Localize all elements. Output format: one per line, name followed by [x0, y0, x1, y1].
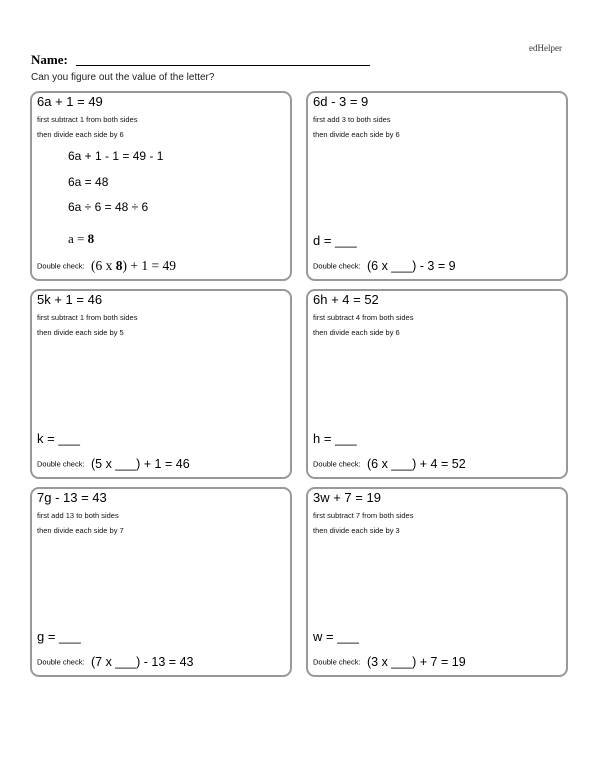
double-check-label: Double check: [313, 261, 361, 271]
answer-blank[interactable]: d = ___ [313, 233, 357, 248]
problem-equation: 3w + 7 = 19 [313, 490, 381, 505]
solution-answer [68, 231, 94, 247]
double-check-label: Double check: [313, 657, 361, 667]
problem-card-6 [306, 487, 568, 677]
problem-card-4 [306, 289, 568, 479]
name-row [31, 52, 371, 68]
double-check-expression[interactable]: (3 x ___) + 7 = 19 [366, 654, 466, 669]
double-check-label: Double check: [37, 459, 85, 469]
problem-equation: 6d - 3 = 9 [313, 94, 369, 109]
answer-blank[interactable]: g = ___ [37, 629, 81, 644]
problem-hint-2: then divide each side by 6 [313, 328, 400, 337]
problem-card-5 [30, 487, 292, 677]
answer-blank[interactable]: k = ___ [37, 431, 81, 446]
problem-hint-1: first subtract 1 from both sides [37, 115, 138, 124]
double-check-expression[interactable]: (6 x ___) - 3 = 9 [366, 258, 456, 273]
problem-hint-1: first add 13 to both sides [37, 511, 119, 520]
double-check [313, 653, 466, 671]
solution-step-2: 6a = 48 [68, 175, 109, 189]
double-check-expression[interactable]: (7 x ___) - 13 = 43 [90, 654, 194, 669]
double-check-label: Double check: [37, 657, 85, 667]
double-check [313, 455, 466, 473]
problem-equation: 5k + 1 = 46 [37, 292, 103, 307]
double-check [37, 257, 176, 275]
check-expression-start: (6 x [90, 257, 116, 273]
problem-hint-2: then divide each side by 6 [37, 130, 124, 139]
double-check [37, 653, 193, 671]
solution-step-1: 6a + 1 - 1 = 49 - 1 [68, 149, 164, 163]
double-check-label: Double check: [37, 261, 85, 271]
double-check-label: Double check: [313, 459, 361, 469]
problem-hint-2: then divide each side by 7 [37, 526, 124, 535]
double-check-expression[interactable]: (6 x ___) + 4 = 52 [366, 456, 466, 471]
problem-equation: 6a + 1 = 49 [37, 94, 103, 109]
instructions: Can you figure out the value of the letter? [31, 72, 215, 83]
problem-hint-1: first subtract 1 from both sides [37, 313, 138, 322]
check-value: 8 [115, 257, 123, 273]
double-check [313, 257, 456, 275]
brand-label: edHelper [529, 43, 562, 53]
problem-hint-2: then divide each side by 6 [313, 130, 400, 139]
problem-equation: 7g - 13 = 43 [37, 490, 107, 505]
problem-equation: 6h + 4 = 52 [313, 292, 379, 307]
problem-hint-2: then divide each side by 3 [313, 526, 400, 535]
problem-hint-2: then divide each side by 5 [37, 328, 124, 337]
name-field-line[interactable] [76, 65, 370, 66]
problem-card-1 [30, 91, 292, 281]
answer-blank[interactable]: w = ___ [313, 629, 359, 644]
double-check-expression [91, 258, 176, 273]
answer-variable: a = [68, 231, 88, 246]
name-label: Name: [31, 52, 68, 67]
solution-step-3: 6a ÷ 6 = 48 ÷ 6 [68, 200, 149, 214]
answer-value: 8 [87, 231, 95, 246]
answer-blank[interactable]: h = ___ [313, 431, 357, 446]
check-expression-end: ) + 1 = 49 [122, 257, 176, 273]
problem-hint-1: first add 3 to both sides [313, 115, 391, 124]
problem-hint-1: first subtract 4 from both sides [313, 313, 414, 322]
problem-card-3 [30, 289, 292, 479]
problem-card-2 [306, 91, 568, 281]
problem-hint-1: first subtract 7 from both sides [313, 511, 414, 520]
double-check-expression[interactable]: (5 x ___) + 1 = 46 [90, 456, 190, 471]
double-check [37, 455, 190, 473]
